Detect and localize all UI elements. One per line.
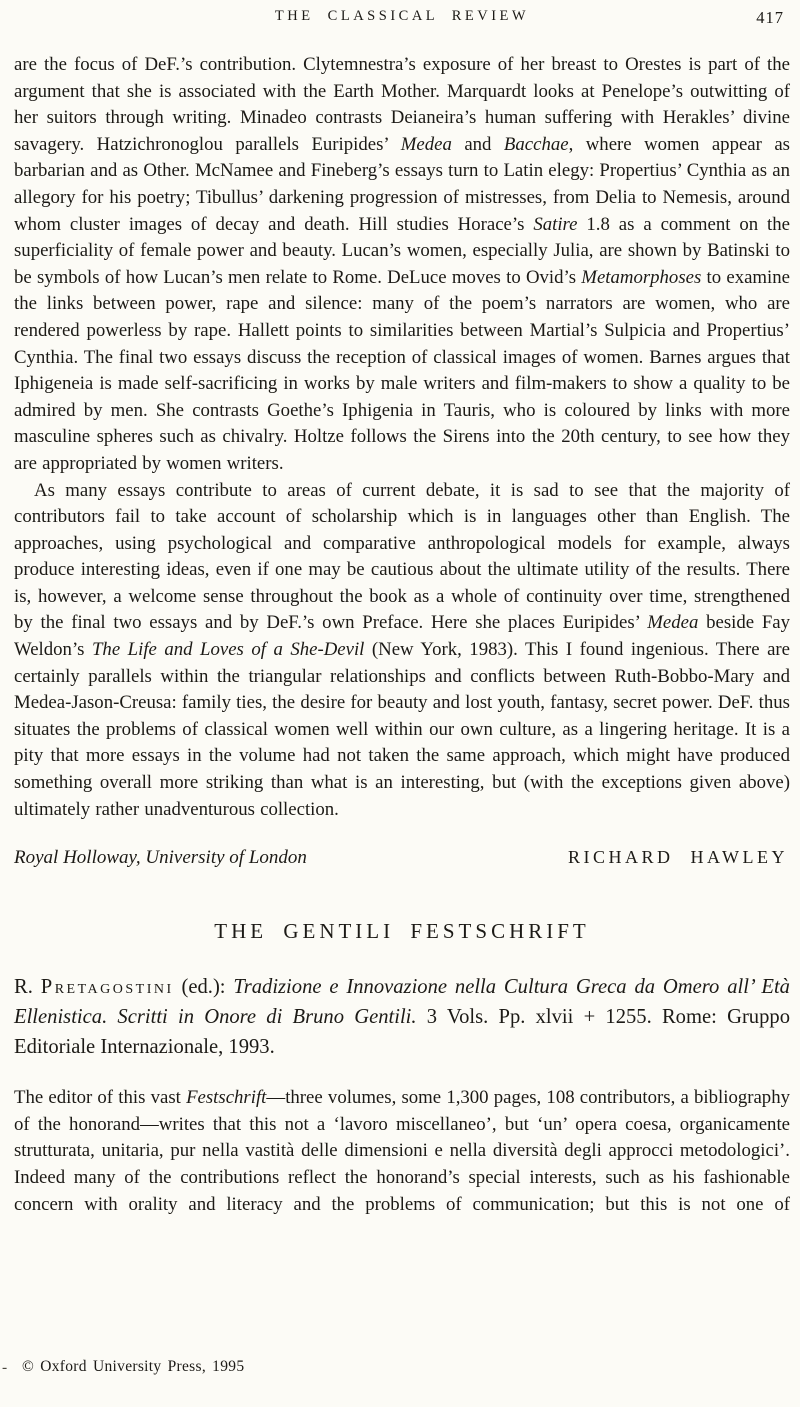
text-run: and	[451, 133, 504, 155]
review-paragraph-3	[14, 1085, 790, 1218]
running-head	[14, 8, 790, 32]
italic-text: Satire	[533, 213, 578, 235]
review-paragraph-1	[14, 52, 790, 478]
italic-text: Tradizione e Innovazione nella Cultura Greca da Omero all’ Età Ellenistica. Scritti in Onore di Bruno Gentili.	[14, 976, 790, 1029]
italic-text: Festschrift	[186, 1087, 267, 1109]
text-run: 3 Vols. Pp. xlvii + 1255. Rome: Gruppo Editoriale Internazionale, 1993.	[14, 1006, 790, 1059]
review-paragraph-2	[14, 478, 790, 824]
text-run: beside Fay Weldon’s	[14, 612, 790, 661]
review-gentili-festschrift	[14, 919, 790, 1218]
italic-text: Medea	[647, 612, 699, 634]
italic-text: Medea	[400, 133, 452, 155]
text-run: , where women appear as barbarian and as Other. McNamee and Fineberg’s essays turn to Latin elegy: Propertius’ Cynthia as an allegory for his poetry; Tibullus’ darkening progression of mistresses, from Delia to Nemesis, around whom cluster images of decay and death. Hill studies Horace’s	[14, 133, 790, 235]
text-run: (New York, 1983). This I found ingenious. There are certainly parallels within the triangular relationships and conflicts between Ruth-Bobbo-Mary and Medea-Jason-Creusa: family ties, the desire for beauty and lost youth, fantasy, secret power. DeF. thus situates the problems of classical women well within our own culture, as a lingering heritage. It is a pity that more essays in the volume had not taken the same approach, which might have produced something overall more striking than what is an interesting, but (with the exceptions given above) ultimately rather unadventurous collection.	[14, 639, 791, 820]
section-heading: THE GENTILI FESTSCHRIFT	[214, 919, 590, 944]
reviewer-affiliation: Royal Holloway, University of London	[14, 847, 307, 869]
text-run: —three volumes, some 1,300 pages, 108 contributors, a bibliography of the honorand—writes that this not a ‘lavoro miscellaneo’, but ‘un’ opera coesa, organicamente strutturata, unitaria, pur nella vastità delle dimensioni e nella diversità degli approcci metodologici’. Indeed many of the contributions reflect the honorand’s special interests, such as his fashionable concern with orality and literacy and the problems of communication; but this is not one of	[14, 1087, 790, 1215]
italic-text: Metamorphoses	[581, 266, 702, 288]
copyright-line: © Oxford University Press, 1995	[22, 1358, 245, 1375]
margin-mark: -	[2, 1359, 8, 1376]
text-run: are the focus of DeF.’s contribution. Clytemnestra’s exposure of her breast to Orestes is part of the argument that she is associated with the Earth Mother. Marquardt looks at Penelope’s outwitting of her suitors through writing. Minadeo contrasts Deianeira’s human suffering with Herakles’ divine savagery. Hatzichronoglou parallels Euripides’	[14, 54, 790, 155]
text-run: (ed.):	[173, 976, 234, 999]
text-run: 1.8 as a comment on the superficiality of female power and beauty. Lucan’s women, especially Julia, are shown by Batinski to be symbols of how Lucan’s men relate to Rome. DeLuce moves to Ovid’s	[14, 213, 791, 288]
page-footer	[0, 1358, 800, 1376]
page-number: 417	[756, 8, 784, 27]
italic-text: The Life and Loves of a She-Devil	[91, 639, 365, 661]
text-run: The editor of this vast	[14, 1087, 187, 1109]
text-run: As many essays contribute to areas of current debate, it is sad to see that the majority of contributors fail to take account of scholarship which is in languages other than English. The approaches, using psychological and comparative anthropological models for example, always produce interesting ideas, even if one may be cautious about the ultimate utility of the results. There is, however, a welcome sense throughout the book as a whole of continuity over time, strengthened by the final two essays and by DeF.’s own Preface. Here she places Euripides’	[14, 479, 790, 634]
text-run: to examine the links between power, rape and silence: many of the poem’s narrators are women, who are rendered powerless by rape. Hallett points to similarities between Martial’s Sulpicia and Propertius’ Cynthia. The final two essays discuss the reception of classical images of women. Barnes argues that Iphigeneia is made self-sacrificing in works by male writers and film-makers to show a quality to be admired by men. She contrasts Goethe’s Iphigenia in Tauris, who is coloured by links with more masculine spheres such as chivalry. Holtze follows the Sirens into the 20th century, to see how they are appropriated by women writers.	[14, 266, 790, 474]
signature-row	[14, 847, 790, 869]
book-citation	[14, 972, 790, 1062]
review-women-in-antiquity	[14, 52, 790, 869]
italic-text: Bacchae	[503, 133, 569, 155]
small-caps-text: Pretagostini	[40, 976, 174, 999]
text-run: R.	[14, 976, 41, 999]
reviewer-name: RICHARD HAWLEY	[567, 847, 788, 868]
journal-title: THE CLASSICAL REVIEW	[274, 8, 530, 24]
